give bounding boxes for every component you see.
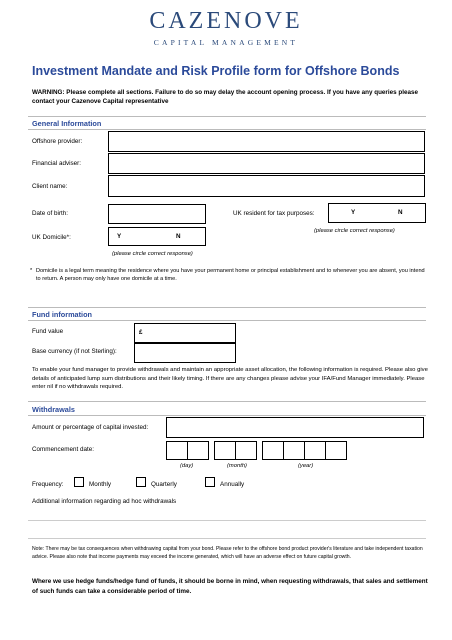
quarterly-label: Quarterly: [151, 481, 177, 488]
company-logo: CAZENOVE: [149, 8, 303, 34]
warning-text: WARNING: Please complete all sections. Failure to do so may delay the account opening process. If you have any queries please contact your Cazenove Capital representative: [32, 89, 418, 105]
amount-label: Amount or percentage of capital invested:: [32, 424, 149, 431]
day-digit-1[interactable]: [166, 441, 188, 460]
domicile-footnote: Domicile is a legal term meaning the residence where you have your permanent home or principal establishment and to whenever you are absent, you intend to return. A person may only have one domicile at a time.: [36, 268, 425, 282]
dob-label: Date of birth:: [32, 210, 69, 217]
month-caption: (month): [227, 463, 247, 469]
uk-domicile-yn-box[interactable]: [108, 227, 206, 246]
annually-label: Annually: [220, 481, 245, 488]
adhoc-label: Additional information regarding ad hoc withdrawals: [32, 498, 177, 505]
quarterly-checkbox[interactable]: [136, 477, 146, 487]
year-caption: (year): [298, 463, 314, 469]
footnote-mark: *: [30, 268, 33, 274]
monthly-label: Monthly: [89, 481, 112, 488]
offshore-provider-field[interactable]: [108, 131, 425, 152]
uk-resident-yes[interactable]: Y: [351, 209, 356, 216]
adhoc-answer-line[interactable]: [28, 520, 426, 521]
fund-info-heading: Fund information: [32, 310, 92, 319]
uk-domicile-label: UK Domicile*:: [32, 234, 71, 241]
day-caption: (day): [180, 463, 194, 469]
divider: [28, 401, 426, 402]
divider: [28, 320, 426, 321]
annually-checkbox[interactable]: [205, 477, 215, 487]
uk-resident-label: UK resident for tax purposes:: [233, 210, 315, 217]
withdrawals-heading: Withdrawals: [32, 405, 75, 414]
uk-resident-no[interactable]: N: [398, 209, 403, 216]
uk-domicile-hint: (please circle correct response): [112, 251, 193, 257]
divider: [28, 116, 426, 117]
divider: [28, 307, 426, 308]
uk-domicile-no[interactable]: N: [176, 233, 181, 240]
offshore-provider-label: Offshore provider:: [32, 138, 83, 145]
form-title: Investment Mandate and Risk Profile form for Offshore Bonds: [32, 64, 400, 78]
month-digit-1[interactable]: [214, 441, 236, 460]
currency-symbol: £: [139, 329, 143, 336]
year-digit-3[interactable]: [304, 441, 326, 460]
uk-resident-yn-box[interactable]: [328, 203, 426, 223]
divider: [28, 129, 426, 130]
uk-domicile-yes[interactable]: Y: [117, 233, 122, 240]
tax-note: Note: There may be tax consequences when withdrawing capital from your bond. Please refer to the offshore bond product provider's literature and take independent taxation advice. Please also note that income payments may exceed the income generated, which will have an adverse effect on future capital growth.: [32, 546, 423, 560]
general-info-heading: General Information: [32, 119, 102, 128]
year-digit-2[interactable]: [283, 441, 305, 460]
company-tagline: CAPITAL MANAGEMENT: [153, 38, 299, 47]
frequency-label: Frequency:: [32, 481, 64, 488]
monthly-checkbox[interactable]: [74, 477, 84, 487]
day-digit-2[interactable]: [187, 441, 209, 460]
adhoc-answer-line[interactable]: [28, 538, 426, 539]
year-digit-4[interactable]: [325, 441, 347, 460]
client-name-field[interactable]: [108, 175, 425, 197]
year-digit-1[interactable]: [262, 441, 284, 460]
fund-value-field[interactable]: [134, 323, 236, 343]
hedge-fund-note: Where we use hedge funds/hedge fund of funds, it should be borne in mind, when requesting withdrawals, that sales and settlement of such funds can take a considerable period of time.: [32, 578, 428, 595]
uk-resident-hint: (please circle correct response): [314, 228, 395, 234]
amount-field[interactable]: [166, 417, 424, 438]
financial-adviser-field[interactable]: [108, 153, 425, 174]
client-name-label: Client name:: [32, 183, 68, 190]
dob-field[interactable]: [108, 204, 206, 224]
commencement-label: Commencement date:: [32, 446, 94, 453]
fund-value-label: Fund value: [32, 328, 64, 335]
base-currency-field[interactable]: [134, 343, 236, 363]
financial-adviser-label: Financial adviser:: [32, 160, 81, 167]
fund-paragraph: To enable your fund manager to provide withdrawals and maintain an appropriate asset allocation, the following information is required. Please also give details of anticipated lump sum distributions and their likely timing. If there are any changes please advise your IFA/Fund Manager immediately. Please enter nil if no withdrawals required.: [32, 367, 428, 391]
divider: [28, 415, 426, 416]
base-currency-label: Base currency (if not Sterling):: [32, 348, 117, 355]
month-digit-2[interactable]: [235, 441, 257, 460]
